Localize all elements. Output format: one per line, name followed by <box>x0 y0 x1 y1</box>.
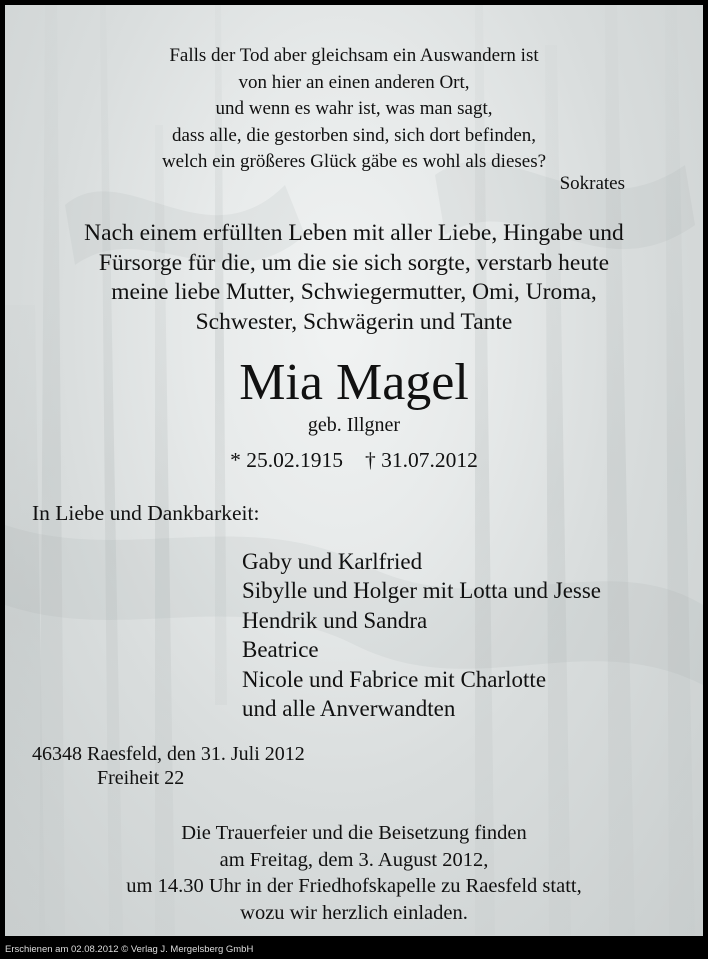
quote-line: und wenn es wahr ist, was man sagt, <box>215 98 493 119</box>
quote-line: Falls der Tod aber gleichsam ein Auswandern ist <box>169 45 539 66</box>
service-info <box>5 820 703 926</box>
quote-line: welch ein größeres Glück gäbe es wohl als dieses? <box>161 151 547 172</box>
street-address: Freiheit 22 <box>97 767 185 789</box>
mourners-list <box>242 547 601 723</box>
service-line: um 14.30 Uhr in der Friedhofskapelle zu Raesfeld statt, <box>126 875 582 897</box>
life-dates <box>5 448 703 473</box>
obituary-notice <box>5 5 703 936</box>
list-item: Nicole und Fabrice mit Charlotte <box>242 666 547 692</box>
list-item: Gaby und Karlfried <box>242 549 423 574</box>
intro-line: Nach einem erfüllten Leben mit aller Liebe, Hingabe und <box>84 220 624 246</box>
service-line: Die Trauerfeier und die Beisetzung finden <box>181 822 527 844</box>
death-date: † 31.07.2012 <box>365 448 478 472</box>
list-item: Beatrice <box>242 637 319 663</box>
service-line: wozu wir herzlich einladen. <box>240 901 468 924</box>
publication-footer: Erschienen am 02.08.2012 © Verlag J. Mergelsberg GmbH <box>5 944 254 955</box>
intro-line: Fürsorge für die, um die sie sich sorgte, verstarb heute <box>98 249 610 276</box>
intro-line: Schwester, Schwägerin und Tante <box>195 308 513 335</box>
intro-text <box>5 219 703 337</box>
quote-line: dass alle, die gestorben sind, sich dort befinden, <box>171 124 537 146</box>
quote-author: Sokrates <box>559 173 625 194</box>
birth-name: geb. Illgner <box>307 414 401 436</box>
place-date: 46348 Raesfeld, den 31. Juli 2012 <box>32 743 305 765</box>
list-item: Hendrik und Sandra <box>242 607 428 633</box>
quote-line: von hier an einen anderen Ort, <box>238 71 470 93</box>
intro-line: meine liebe Mutter, Schwiegermutter, Omi, Uroma, <box>111 279 597 305</box>
deceased-name: Mia Magel <box>239 354 469 411</box>
list-item: und alle Anverwandten <box>242 696 456 722</box>
closing-phrase: In Liebe und Dankbarkeit: <box>32 501 260 525</box>
list-item: Sibylle und Holger mit Lotta und Jesse <box>242 578 602 604</box>
service-line: am Freitag, dem 3. August 2012, <box>219 848 489 871</box>
quote-block <box>5 43 703 176</box>
birth-date: * 25.02.1915 <box>230 448 343 472</box>
